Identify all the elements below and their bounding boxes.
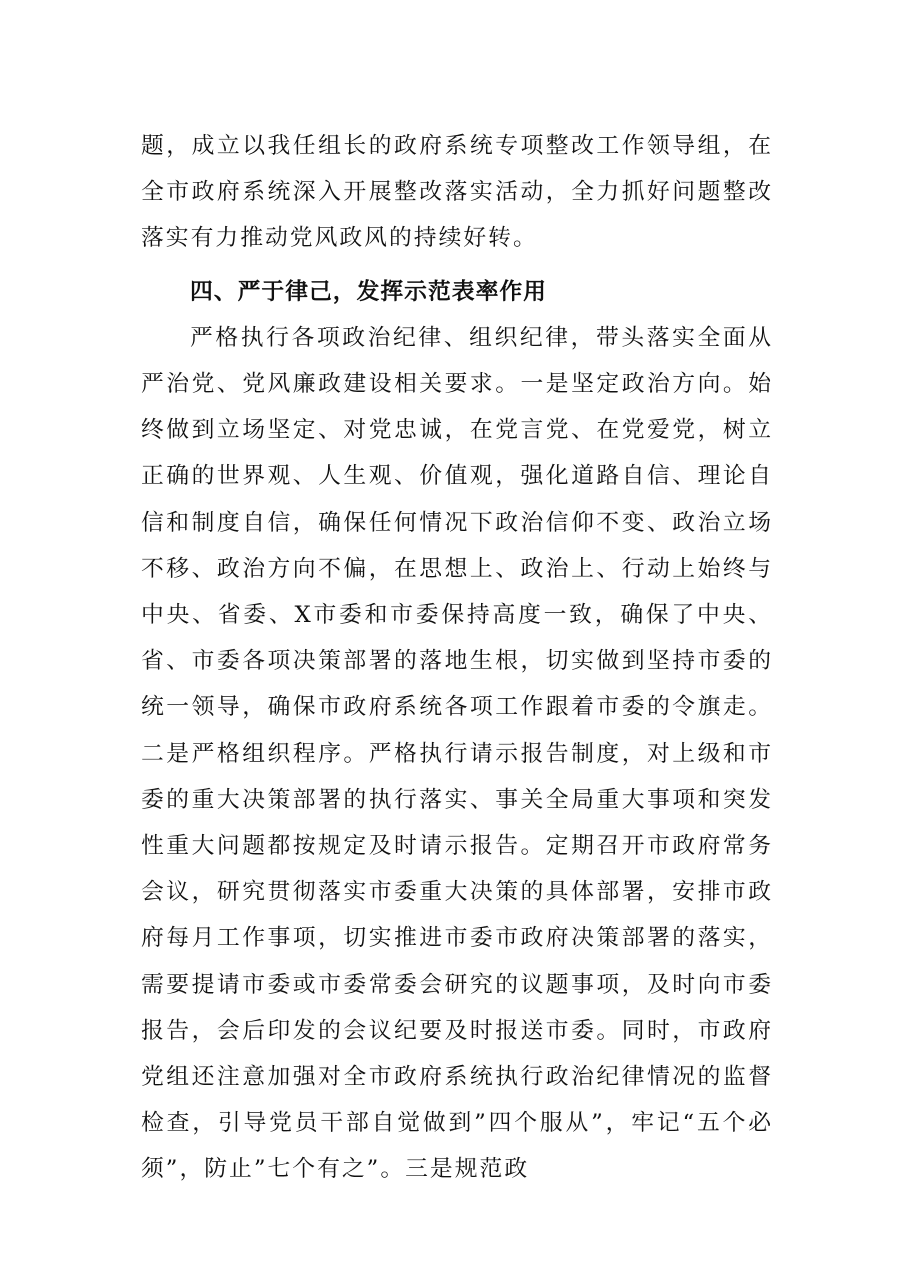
document-body — [141, 123, 773, 1193]
section-heading: 四、严于律己，发挥示范表率作用 — [190, 278, 547, 305]
body-paragraph: 严格执行各项政治纪律、组织纪律，带头落实全面从严治党、党风廉政建设相关要求。一是坚定政治方向。始终做到立场坚定、对党忠诚，在党言党、在党爱党，树立正确的世界观、人生观、价值观，强化道路自信、理论自信和制度自信，确保任何情况下政治信仰不变、政治立场不移、政治方向不偏，在思想上、政治上、行动上始终与中央、省委、X市委和市委保持高度一致，确保了中央、省、市委各项决策部署的落地生根，切实做到坚持市委的统一领导，确保市政府系统各项工作跟着市委的令旗走。二是严格组织程序。严格执行请示报告制度，对上级和市委的重大决策部署的执行落实、事关全局重大事项和突发性重大问题都按规定及时请示报告。定期召开市政府常务会议，研究贯彻落实市委重大决策的具体部署，安排市政府每月工作事项，切实推进市委市政府决策部署的落实，需要提请市委或市委常委会研究的议题事项，及时向市委报告，会后印发的会议纪要及时报送市委。同时，市政府党组还注意加强对全市政府系统执行政治纪律情况的监督检查，引导党员干部自觉做到”四个服从”，牢记“五个必须”，防止”七个有之”。三是规范政 — [141, 324, 773, 1183]
continuation-paragraph: 题，成立以我任组长的政府系统专项整改工作领导组，在全市政府系统深入开展整改落实活动，全力抓好问题整改落实有力推动党风政风的持续好转。 — [141, 133, 773, 252]
